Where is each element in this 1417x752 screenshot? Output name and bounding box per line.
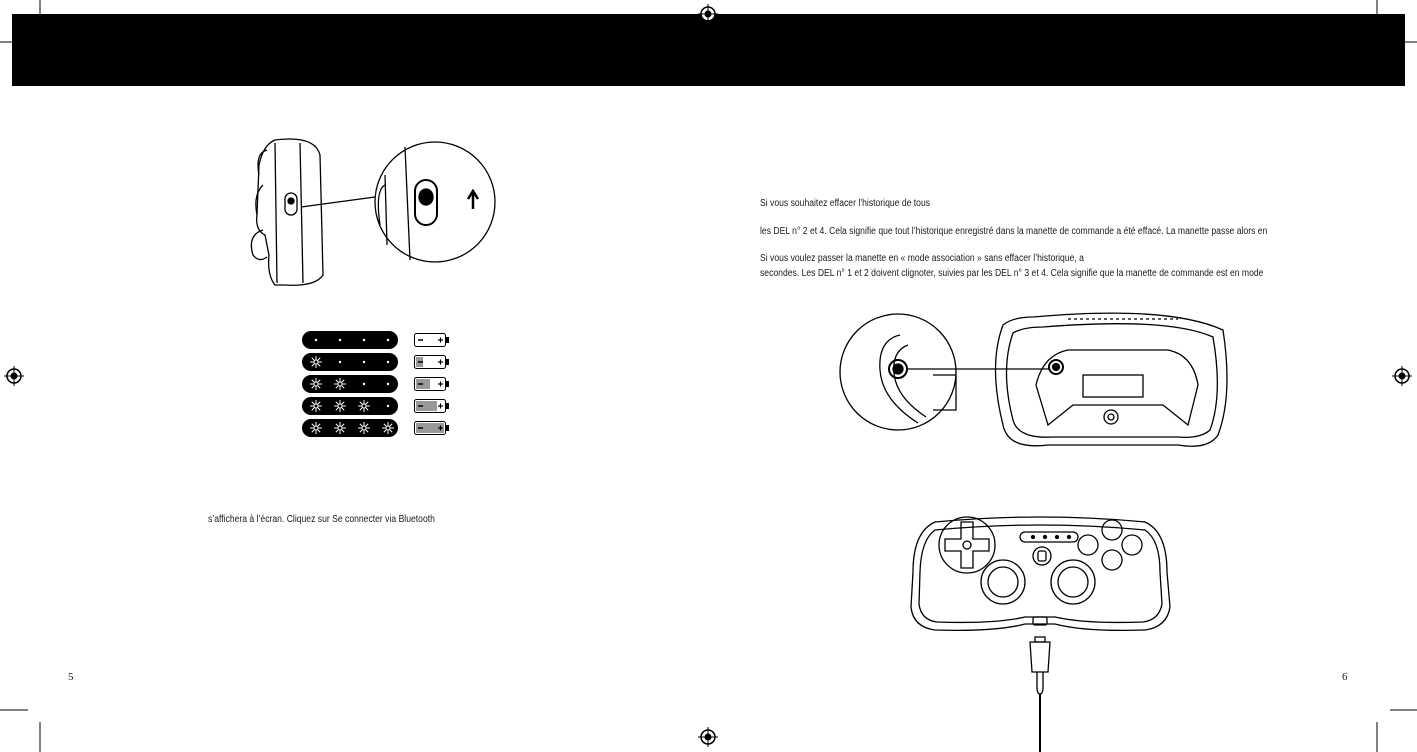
paragraph-clear-history: Si vous souhaitez effacer l’historique de tous bbox=[760, 198, 931, 209]
battery-icon bbox=[414, 377, 450, 391]
battery-icon bbox=[414, 399, 450, 413]
page-number-left: 5 bbox=[68, 671, 74, 683]
led-lit-icon bbox=[333, 377, 347, 391]
led-lit-icon bbox=[309, 377, 323, 391]
led-lit-icon bbox=[309, 421, 323, 435]
led-off-icon bbox=[357, 355, 371, 369]
led-off-icon bbox=[309, 333, 323, 347]
led-lit-icon bbox=[309, 399, 323, 413]
led-off-icon bbox=[381, 355, 395, 369]
led-lit-icon bbox=[333, 399, 347, 413]
registration-mark-top bbox=[698, 4, 718, 24]
registration-mark-right bbox=[1392, 366, 1412, 386]
registration-mark-left bbox=[4, 366, 24, 386]
led-lit-icon bbox=[357, 399, 371, 413]
page-number-right: 6 bbox=[1342, 671, 1348, 683]
led-off-icon bbox=[357, 377, 371, 391]
led-off-icon bbox=[333, 355, 347, 369]
paragraph-pairing-mode: Si vous voulez passer la manette en « mode association » sans effacer l’historique, a bbox=[760, 253, 1084, 264]
bluetooth-instruction-text: s’affichera à l’écran. Cliquez sur Se connecter via Bluetooth bbox=[208, 514, 435, 525]
battery-icon bbox=[414, 421, 450, 435]
battery-icon bbox=[414, 355, 450, 369]
led-lit-icon bbox=[381, 421, 395, 435]
led-lit-icon bbox=[357, 421, 371, 435]
battery-indicator-chart bbox=[302, 331, 462, 441]
led-off-icon bbox=[357, 333, 371, 347]
led-lit-icon bbox=[309, 355, 323, 369]
paragraph-leds-2-4: les DEL n° 2 et 4. Cela signifie que tout l’historique enregistré dans la manette de commande a été effacé. La manette passe alors en bbox=[760, 226, 1268, 237]
registration-mark-bottom bbox=[698, 727, 718, 747]
led-off-icon bbox=[381, 333, 395, 347]
controller-back-reset-illustration bbox=[838, 305, 1258, 465]
led-off-icon bbox=[333, 333, 347, 347]
paragraph-leds-blink: secondes. Les DEL n° 1 et 2 doivent clignoter, suivies par les DEL n° 3 et 4. Cela signifie que la manette de commande est en mode bbox=[760, 268, 1264, 279]
led-off-icon bbox=[381, 377, 395, 391]
header-bar bbox=[12, 14, 1405, 86]
controller-front-usb-illustration bbox=[905, 512, 1175, 752]
led-off-icon bbox=[381, 399, 395, 413]
led-lit-icon bbox=[333, 421, 347, 435]
battery-icon bbox=[414, 333, 450, 347]
controller-side-switch-illustration bbox=[245, 135, 505, 295]
